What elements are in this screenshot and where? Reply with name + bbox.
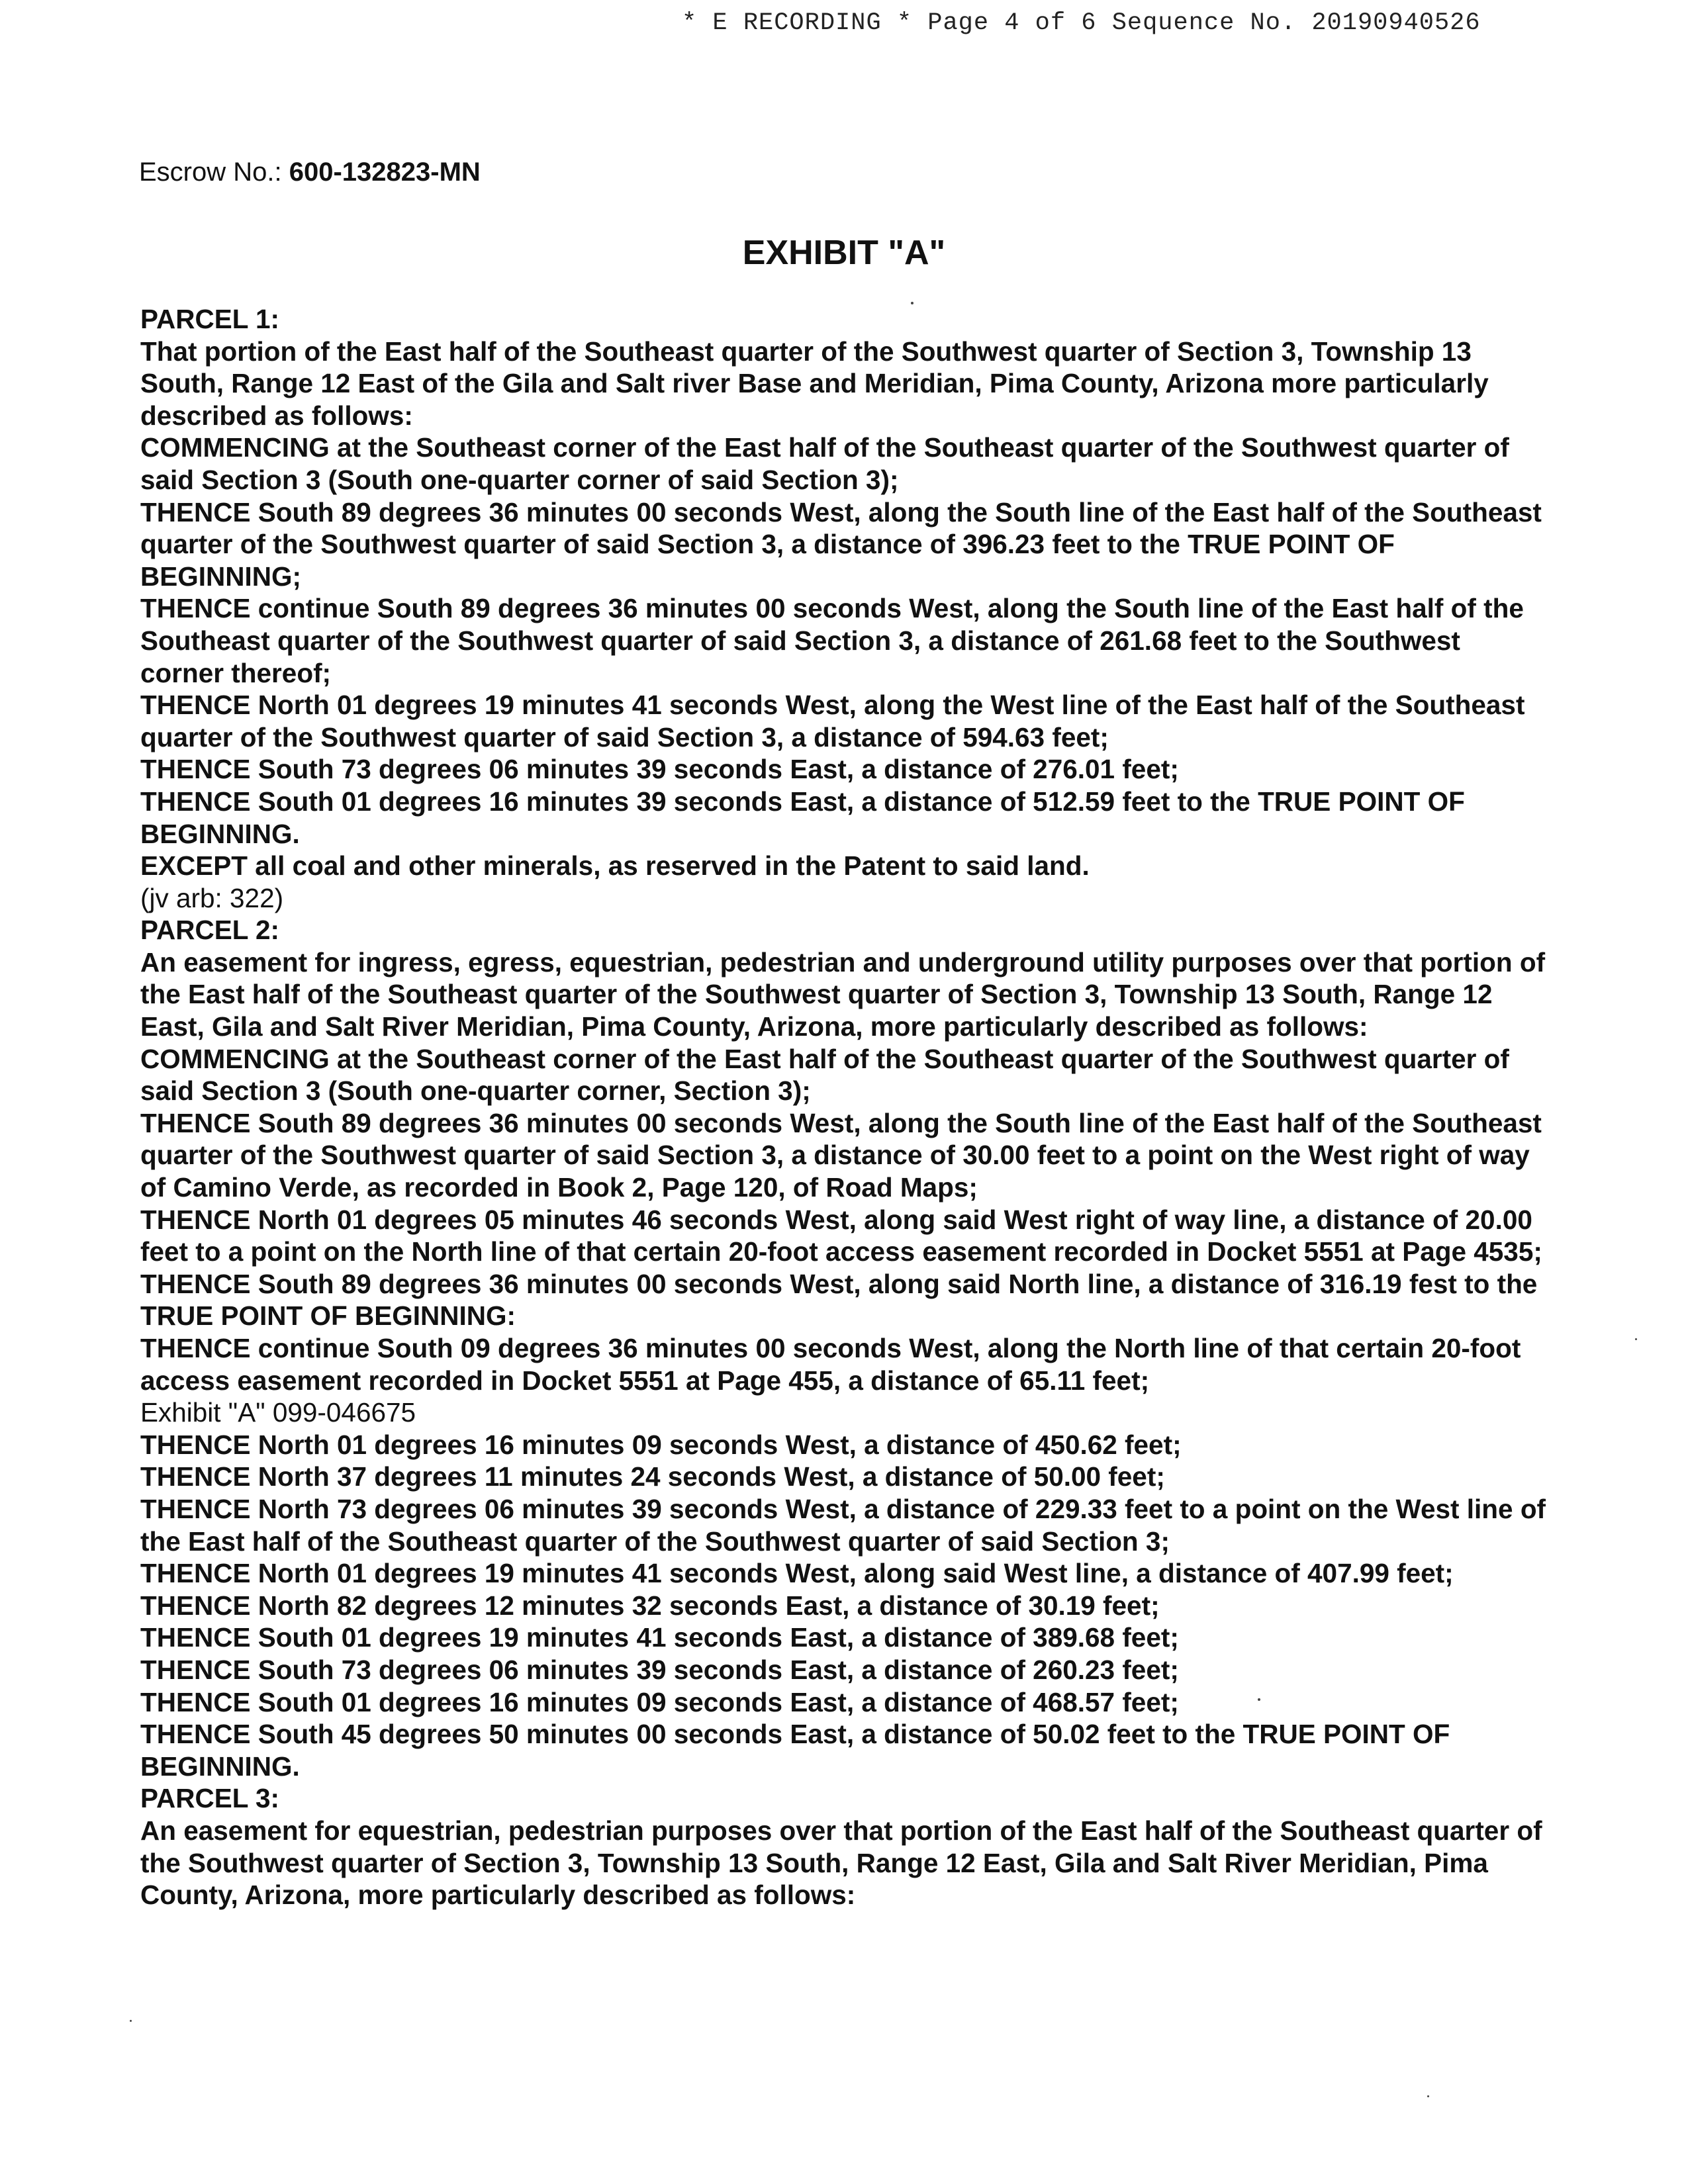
scan-speck — [1427, 2095, 1429, 2097]
parcel-2-course: THENCE South 01 degrees 19 minutes 41 seconds East, a distance of 389.68 feet; — [140, 1622, 1179, 1653]
parcel-2-course: THENCE North 37 degrees 11 minutes 24 seconds West, a distance of 50.00 feet; — [140, 1461, 1165, 1492]
parcel-2-course: THENCE North 01 degrees 16 minutes 09 seconds West, a distance of 450.62 feet; — [140, 1429, 1182, 1460]
parcel-1-course: THENCE South 73 degrees 06 minutes 39 seconds East, a distance of 276.01 feet; — [140, 754, 1179, 785]
parcel-2-course: THENCE North 01 degrees 19 minutes 41 seconds West, along said West line, a distance of 407.99 feet; — [140, 1558, 1454, 1589]
parcel-1-arb-note: (jv arb: 322) — [140, 882, 284, 913]
escrow-number: 600-132823-MN — [289, 158, 481, 187]
scan-speck — [1635, 1338, 1637, 1340]
parcel-1-exception: EXCEPT all coal and other minerals, as reserved in the Patent to said land. — [140, 850, 1090, 882]
parcel-2-course: THENCE South 73 degrees 06 minutes 39 seconds East, a distance of 260.23 feet; — [140, 1654, 1179, 1685]
parcel-2-description: An easement for ingress, egress, equestrian, pedestrian and underground utility purposes over that portion of the East half of the Southeast quarter of the Southwest quarter of Section 3, Township 13 South, Range 12 East, Gila and Salt River Meridian, Pima County, Arizona, more particularly described as follows: — [140, 946, 1546, 1042]
scan-speck — [911, 302, 914, 304]
parcel-1-course: THENCE South 89 degrees 36 minutes 00 seconds West, along the South line of the East half of the Southeast quarter of the Southwest quarter of said Section 3, a distance of 396.23 feet to the TRUE POINT OF BEGINNING; — [140, 496, 1542, 592]
parcel-1-course: THENCE continue South 89 degrees 36 minutes 00 seconds West, along the South line of the East half of the Southeast quarter of the Southwest quarter of said Section 3, a distance of 261.68 feet to the Southwest corner thereof; — [140, 593, 1524, 688]
escrow-label: Escrow No.: — [139, 158, 282, 187]
parcel-2-course: THENCE North 82 degrees 12 minutes 32 seconds East, a distance of 30.19 feet; — [140, 1590, 1160, 1621]
scan-speck — [130, 2020, 132, 2022]
parcel-1-commencing: COMMENCING at the Southeast corner of the East half of the Southeast quarter of the Southwest quarter of said Section 3 (South one-quarter corner of said Section 3); — [140, 432, 1509, 495]
parcel-1-heading: PARCEL 1: — [140, 304, 280, 334]
parcel-1-course: THENCE North 01 degrees 19 minutes 41 seconds West, along the West line of the East half of the Southeast quarter of the Southwest quarter of said Section 3, a distance of 594.63 feet; — [140, 690, 1525, 752]
parcel-2-course: THENCE continue South 09 degrees 36 minutes 00 seconds West, along the North line of that certain 20-foot access easement recorded in Docket 5551 at Page 455, a distance of 65.11 feet; — [140, 1333, 1521, 1396]
parcel-2-heading: PARCEL 2: — [140, 915, 280, 946]
parcel-2-commencing: COMMENCING at the Southeast corner of the East half of the Southeast quarter of the Southwest quarter of said Section 3 (South one-quarter corner, Section 3); — [140, 1043, 1509, 1107]
parcel-2-course: THENCE South 45 degrees 50 minutes 00 seconds East, a distance of 50.02 feet to the TRUE POINT OF BEGINNING. — [140, 1719, 1450, 1782]
exhibit-title: EXHIBIT "A" — [742, 234, 946, 272]
scan-speck — [1258, 1698, 1260, 1701]
parcel-2-course: THENCE North 01 degrees 05 minutes 46 seconds West, along said West right of way line, a distance of 20.00 feet to a point on the North line of that certain 20-foot access easement recorded in Docket 5551 at Page 4535; — [140, 1204, 1542, 1267]
parcel-1-course: THENCE South 01 degrees 16 minutes 39 seconds East, a distance of 512.59 feet to the TRUE POINT OF BEGINNING. — [140, 786, 1465, 849]
parcel-2-course: THENCE South 01 degrees 16 minutes 09 seconds East, a distance of 468.57 feet; — [140, 1686, 1179, 1717]
parcel-3-description: An easement for equestrian, pedestrian purposes over that portion of the East half of the Southeast quarter of the Southwest quarter of Section 3, Township 13 South, Range 12 East, Gila and Salt River Meridian, Pima County, Arizona, more particularly described as follows: — [140, 1815, 1542, 1911]
recording-header: * E RECORDING * Page 4 of 6 Sequence No. 20190940526 — [682, 9, 1481, 37]
parcel-2-course: THENCE South 89 degrees 36 minutes 00 seconds West, along the South line of the East half of the Southeast quarter of the Southwest quarter of said Section 3, a distance of 30.00 feet to a point on the West right of way of Camino Verde, as recorded in Book 2, Page 120, of Road Maps; — [140, 1107, 1542, 1203]
parcel-2-course: THENCE North 73 degrees 06 minutes 39 seconds West, a distance of 229.33 feet to a point on the West line of the East half of the Southeast quarter of the Southwest quarter of said Section 3; — [140, 1493, 1546, 1557]
exhibit-reference: Exhibit "A" 099-046675 — [140, 1397, 416, 1428]
escrow-line — [139, 158, 481, 187]
legal-description — [140, 303, 1550, 1911]
parcel-2-course: THENCE South 89 degrees 36 minutes 00 seconds West, along said North line, a distance of 316.19 fest to the TRUE POINT OF BEGINNING: — [140, 1268, 1538, 1332]
parcel-3-heading: PARCEL 3: — [140, 1783, 280, 1814]
parcel-1-description: That portion of the East half of the Southeast quarter of the Southwest quarter of Section 3, Township 13 South, Range 12 East of the Gila and Salt river Base and Meridian, Pima County, Arizona more particularly described as follows: — [140, 336, 1489, 431]
